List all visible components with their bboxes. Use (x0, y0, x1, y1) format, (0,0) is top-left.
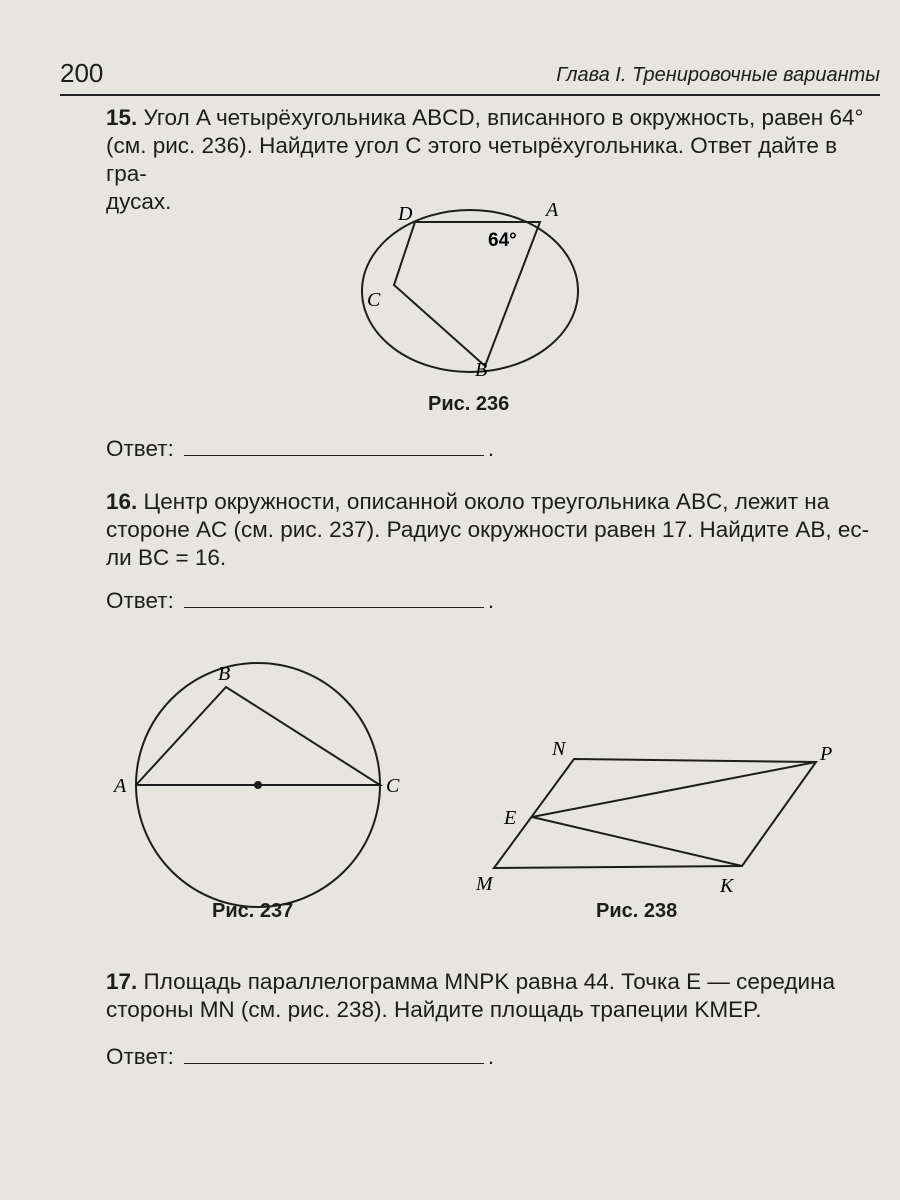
fig238-label-p: P (820, 743, 833, 765)
fig236-angle-label: 64° (488, 230, 517, 251)
fig236-circle (362, 210, 578, 372)
fig238-parallelogram (494, 759, 816, 868)
problem-16-line-1: 16. Центр окружности, описанной около треугольника ABC, лежит на (106, 489, 830, 514)
chapter-title: Глава I. Тренировочные варианты (556, 64, 880, 86)
problem-15-line-1: 15. Угол A четырёхугольника ABCD, вписанного в окружность, равен 64° (106, 105, 864, 130)
answer-dot: . (487, 1044, 495, 1069)
problem-15-line-2: (см. рис. 236). Найдите угол C этого четырёхугольника. Ответ дайте в гра- (106, 133, 838, 186)
answer-label: Ответ: (106, 436, 174, 461)
answer-label: Ответ: (106, 588, 174, 613)
problem-16-line-3: ли BC = 16. (106, 545, 227, 570)
fig238-label-m: M (476, 873, 493, 895)
problem-17 (106, 968, 876, 1024)
fig236-label-a: A (546, 199, 559, 221)
problem-17-answer (106, 1044, 494, 1070)
answer-line[interactable] (184, 589, 484, 608)
figure-236 (362, 199, 578, 381)
fig238-label-k: K (720, 875, 734, 897)
fig238-label-e: E (504, 807, 517, 829)
problem-15-number: 15. (106, 105, 138, 130)
problem-16-answer (106, 588, 494, 614)
fig237-center-point (254, 781, 262, 789)
problem-17-line-1: 17. Площадь параллелограмма MNPK равна 44. Точка E — середина (106, 969, 836, 994)
fig237-label-a: A (114, 775, 127, 797)
answer-line[interactable] (184, 1045, 484, 1064)
fig236-label-d: D (398, 203, 413, 225)
problem-15-answer (106, 436, 494, 462)
fig236-label-c: C (367, 289, 381, 311)
page-number: 200 (60, 58, 104, 88)
answer-dot: . (487, 588, 495, 613)
fig237-triangle (136, 687, 380, 785)
problem-17-number: 17. (106, 969, 138, 994)
fig238-label-n: N (552, 738, 566, 760)
fig237-caption: Рис. 237 (212, 900, 294, 922)
problem-16 (106, 488, 876, 572)
fig236-quadrilateral (394, 222, 540, 366)
answer-line[interactable] (184, 437, 484, 456)
problem-16-line-2: стороне AC (см. рис. 237). Радиус окружности равен 17. Найдите AB, ес- (106, 517, 870, 542)
fig236-label-b: B (475, 359, 488, 381)
fig238-caption: Рис. 238 (596, 900, 678, 922)
fig238-trapezoid-segments (532, 762, 816, 866)
fig237-label-c: C (386, 775, 400, 797)
problem-17-line-2: стороны MN (см. рис. 238). Найдите площадь трапеции KMEP. (106, 997, 762, 1022)
answer-dot: . (487, 436, 495, 461)
problem-15-line-3: дусах. (106, 189, 172, 214)
figure-238 (475, 738, 832, 897)
figure-237 (112, 663, 400, 907)
answer-label: Ответ: (106, 1044, 174, 1069)
fig236-caption: Рис. 236 (428, 393, 510, 415)
problem-16-number: 16. (106, 489, 138, 514)
fig237-label-b: B (218, 663, 231, 685)
